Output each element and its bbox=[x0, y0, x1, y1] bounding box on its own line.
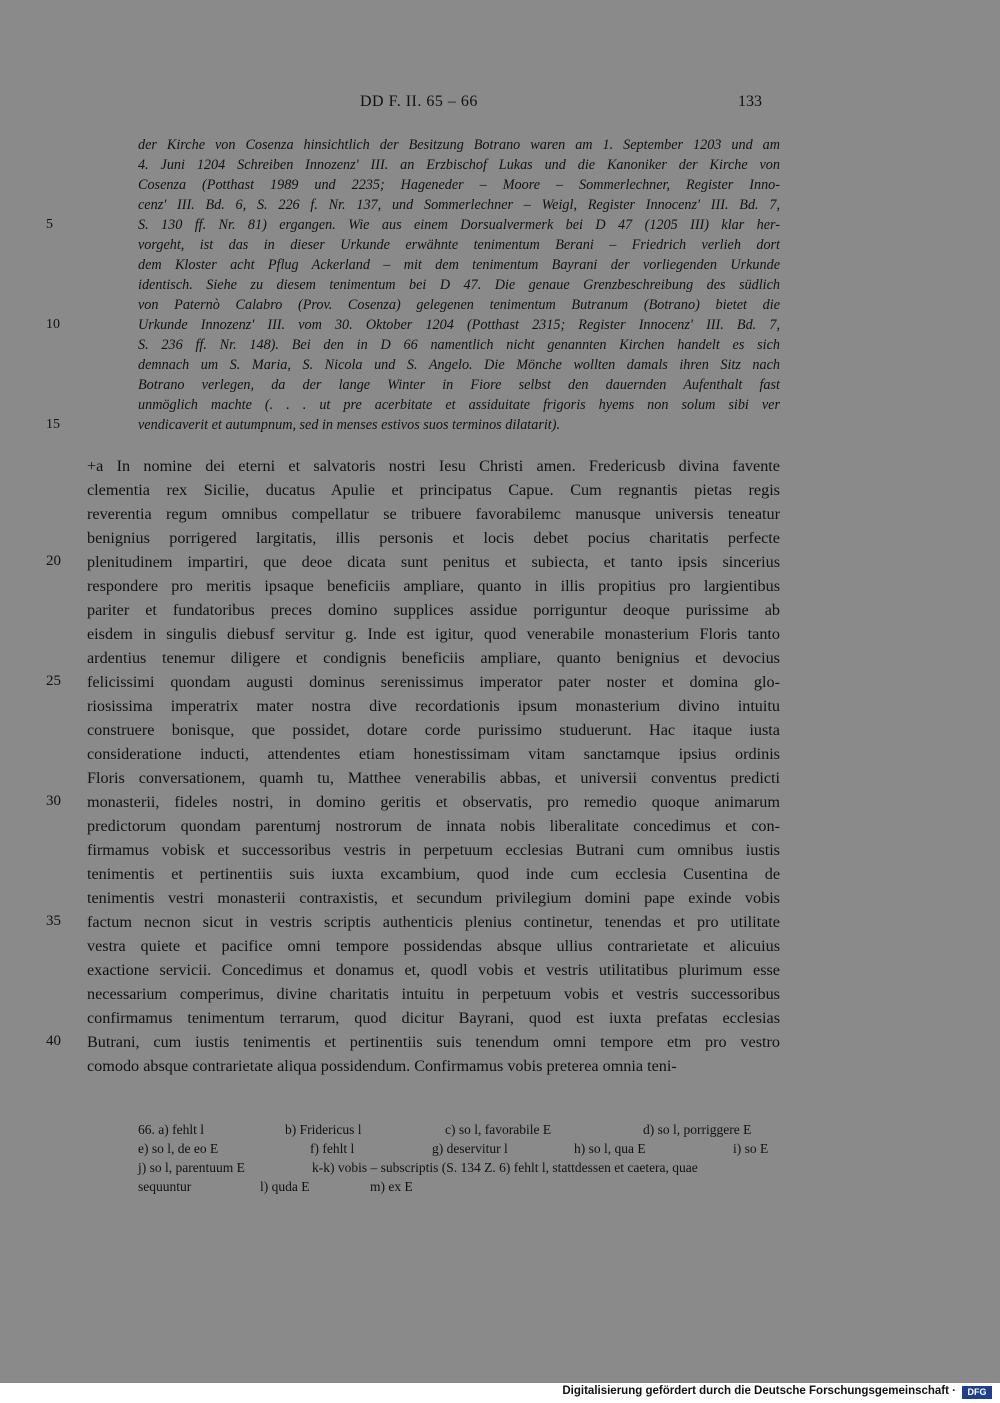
funding-footer bbox=[0, 1383, 1000, 1403]
text-line: consideratione inducti, attendentes etiam honestissimam vitam sanctamque ipsius ordinis bbox=[87, 745, 780, 763]
text-line: +a In nomine dei eterni et salvatoris nostri Iesu Christi amen. Fredericusb divina favente bbox=[87, 457, 780, 475]
commentary-line: von Paternò Calabro (Prov. Cosenza) gelegenen tenimentum Butranum (Botrano) bietet die bbox=[138, 297, 780, 313]
text-line: reverentia regum omnibus compellatur se tribuere favorabilemc manusque universis teneatur bbox=[87, 505, 780, 523]
footnote: c) so l, favorabile E bbox=[445, 1122, 552, 1137]
text-line: firmamus vobisk et successoribus vestris in perpetuum ecclesias Butrani cum omnibus iustis bbox=[87, 841, 780, 859]
footnote: k-k) vobis – subscriptis (S. 134 Z. 6) fehlt l, stattdessen et caetera, quae bbox=[312, 1160, 698, 1175]
footnote: l) quda E bbox=[260, 1179, 310, 1194]
commentary-line: cenz' III. Bd. 6, S. 226 f. Nr. 137, und Sommerlechner – Weigl, Register Innocenz' III. Bd. 7, bbox=[138, 197, 780, 213]
footnote: b) Fridericus l bbox=[285, 1122, 362, 1137]
text-line: factum necnon sicut in vestris scriptis authenticis plenius continetur, tenendas et pro utilitate bbox=[87, 913, 780, 931]
text-line: felicissimi quondam augusti dominus serenissimus imperator pater noster et domina glo- bbox=[87, 673, 780, 691]
text-line: necessarium comperimus, divine charitatis intuitu in perpetuum vobis et vestris successoribus bbox=[87, 985, 780, 1003]
commentary-line: S. 236 ff. Nr. 148). Bei den in D 66 namentlich nicht genannten Kirchen handelt es sich bbox=[138, 337, 780, 353]
line-number: 35 bbox=[46, 913, 61, 929]
commentary-line: vendicaverit et autumpnum, sed in menses estivos suos terminos dilatarit). bbox=[138, 417, 561, 433]
commentary-line: identisch. Siehe zu diesem tenimentum bei D 47. Die genaue Grenzbeschreibung des südlich bbox=[138, 277, 780, 293]
line-number: 5 bbox=[46, 217, 53, 232]
footnote: f) fehlt l bbox=[310, 1141, 355, 1156]
text-line: respondere pro meritis ipsaque beneficiis ampliare, quanto in illis propitius pro largientibus bbox=[87, 577, 780, 595]
footnote: h) so l, qua E bbox=[574, 1141, 646, 1156]
line-number: 30 bbox=[46, 793, 61, 809]
footnote: 66. a) fehlt l bbox=[138, 1122, 204, 1137]
commentary-line: dem Kloster acht Pflug Ackerland – mit dem tenimentum Bayrani der vorliegenden Urkunde bbox=[138, 257, 780, 273]
commentary-line: Cosenza (Potthast 1989 und 2235; Hageneder – Moore – Sommerlechner, Register Inno- bbox=[138, 177, 780, 193]
footnote: d) so l, porriggere E bbox=[643, 1122, 752, 1137]
text-line: tenimentis et pertinentiis suis iuxta excambium, quod inde cum ecclesia Cusentina de bbox=[87, 865, 780, 883]
commentary-line: Urkunde Innozenz' III. vom 30. Oktober 1204 (Potthast 2315; Register Innocenz' III. Bd. 7, bbox=[138, 317, 780, 333]
footnote: g) deservitur l bbox=[432, 1141, 508, 1156]
footnote: m) ex E bbox=[370, 1179, 413, 1194]
commentary-line: 4. Juni 1204 Schreiben Innozenz' III. an Erzbischof Lukas und die Kanoniker der Kirche von bbox=[138, 157, 780, 173]
page-number: 133 bbox=[738, 93, 762, 110]
line-number: 20 bbox=[46, 553, 61, 569]
text-line: vestra quiete et pacifice omni tempore possidendas absque ullius contrarietate et alicuius bbox=[87, 937, 780, 955]
text-line: predictorum quondam parentumj nostrorum de innata nobis liberalitate concedimus et con- bbox=[87, 817, 780, 835]
text-line: clementia rex Sicilie, ducatus Apulie et principatus Capue. Cum regnantis pietas regis bbox=[87, 481, 780, 499]
dfg-logo-icon: DFG bbox=[962, 1386, 992, 1399]
text-line: eisdem in singulis diebusf servitur g. Inde est igitur, quod venerabile monasterium Floris tanto bbox=[87, 625, 780, 643]
running-header-title: DD F. II. 65 – 66 bbox=[360, 93, 478, 110]
commentary-line: Botrano verlegen, da der lange Winter in Fiore selbst den dauernden Aufenthalt fast bbox=[138, 377, 780, 393]
text-line: pariter et fundatoribus preces domino supplices assidue porriguntur deoque purissime ab bbox=[87, 601, 780, 619]
text-line: ardentius tenemur diligere et condignis beneficiis ampliare, quanto benignius et devocius bbox=[87, 649, 780, 667]
commentary-line: S. 130 ff. Nr. 81) ergangen. Wie aus einem Dorsualvermerk bei D 47 (1205 III) klar her- bbox=[138, 217, 780, 233]
commentary-line: unmöglich machte (. . . ut pre acerbitate et assiduitate frigoris hyems non solum sibi ver bbox=[138, 397, 780, 413]
text-line: tenimentis vestri monasterii contraxistis, et secundum privilegium domini pape exinde vobis bbox=[87, 889, 780, 907]
commentary-line: demnach um S. Maria, S. Nicola und S. Angelo. Die Mönche wollten damals ihren Sitz nach bbox=[138, 357, 780, 373]
text-line: Butrani, cum iustis tenimentis et pertinentiis suis tenendum omni tempore etm pro vestro bbox=[87, 1033, 780, 1051]
text-line: monasterii, fideles nostri, in domino geritis et observatis, pro remedio quoque animarum bbox=[87, 793, 780, 811]
line-number: 15 bbox=[46, 417, 60, 432]
text-line: Floris conversationem, quamh tu, Matthee venerabilis abbas, et universii conventus predicti bbox=[87, 769, 780, 787]
line-number: 40 bbox=[46, 1033, 61, 1049]
footnote: e) so l, de eo E bbox=[138, 1141, 219, 1156]
commentary-line: der Kirche von Cosenza hinsichtlich der Besitzung Botrano waren am 1. September 1203 und am bbox=[138, 137, 780, 153]
text-line: plenitudinem impartiri, que deoe dicata sunt penitus et subiecta, et tanto ipsis sincerius bbox=[87, 553, 780, 571]
text-line: riosissima imperatrix mater nostra dive recordationis ipsum monasterium divino intuitu bbox=[87, 697, 780, 715]
text-line: comodo absque contrarietate aliqua possidendum. Confirmamus vobis preterea omnia teni- bbox=[87, 1057, 677, 1075]
footnote: j) so l, parentuum E bbox=[138, 1160, 245, 1175]
funding-credit: Digitalisierung gefördert durch die Deutsche Forschungsgemeinschaft · bbox=[562, 1385, 956, 1397]
text-line: confirmamus tenimentum terrarum, quod dicitur Bayrani, quod est iuxta prefatas ecclesias bbox=[87, 1009, 780, 1027]
text-line: construere bonisque, que possidet, dotare corde purissimo studuerunt. Hac itaque iusta bbox=[87, 721, 780, 739]
commentary-line: vorgeht, ist das in dieser Urkunde erwähnte tenimentum Berani – Friedrich verlieh dort bbox=[138, 237, 780, 253]
line-number: 10 bbox=[46, 317, 60, 332]
text-line: benignius porrigered largitatis, illis personis et locis debet pocius charitatis perfecte bbox=[87, 529, 780, 547]
footnote: sequuntur bbox=[138, 1179, 192, 1194]
text-line: exactione servicii. Concedimus et donamus et, quodl vobis et vestris utilitatibus plurimum esse bbox=[87, 961, 780, 979]
line-number: 25 bbox=[46, 673, 61, 689]
footnote: i) so E bbox=[733, 1141, 769, 1156]
